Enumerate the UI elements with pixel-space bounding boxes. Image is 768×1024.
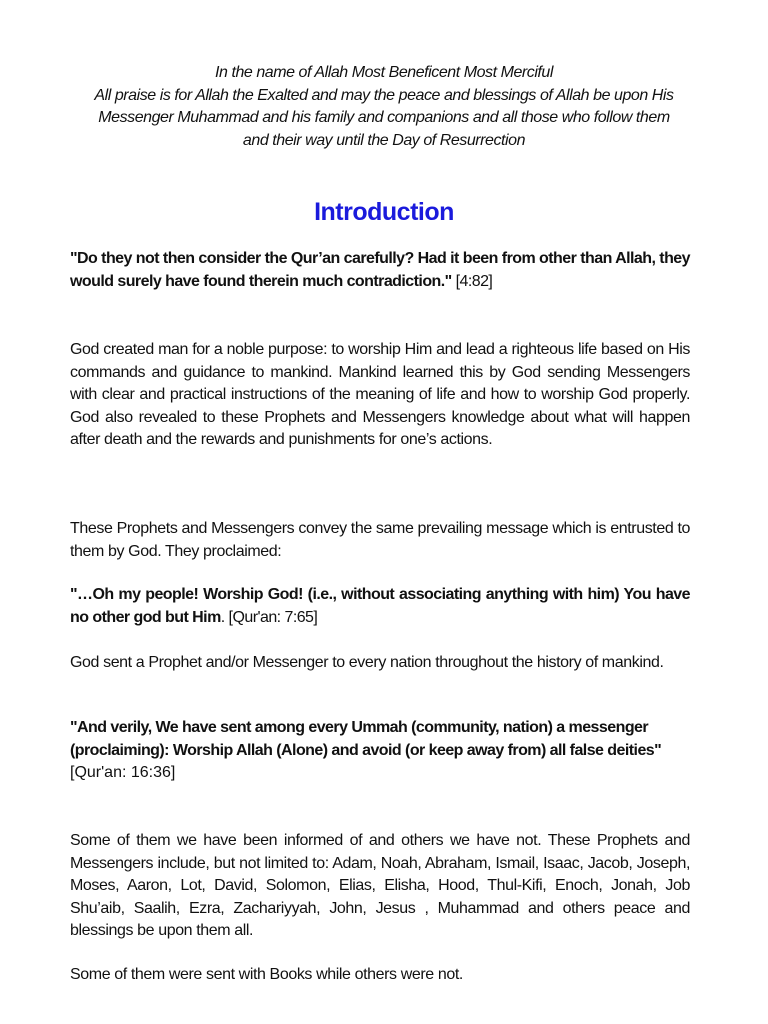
quote-text: "Do they not then consider the Qur’an carefully? Had it been from other than Allah, they would surely have found therein much contradiction." [70,250,690,290]
invocation-line: and their way until the Day of Resurrection [242,131,526,149]
paragraph-text: Some of them were sent with Books while others were not. [70,966,463,983]
quote-reference: . [Qur'an: 7:65] [220,608,318,626]
paragraph-text: God created man for a noble purpose: to worship Him and lead a righteous life based on His commands and guidance to mankind. Mankind learned this by God sending Messengers with clear and practical instructions of the meaning of life and how to worship God properly. God also revealed to these Prophets and Messengers knowledge about what will happen after death and the rewards and punishments for one’s actions. [70,341,690,448]
quote-block [70,584,690,629]
quote-text: "…Oh my people! Worship God! (i.e., without associating anything with him) You have no other god but Him [70,586,690,626]
paragraph-text: Some of them we have been informed of and others we have not. These Prophets and Messengers include, but not limited to: Adam, Noah, Abraham, Ismail, Isaac, Jacob, Joseph, Moses, Aaron, Lot, David, Solomon, Elias, Elisha, Hood, Thul-Kifi, Enoch, Jonah, Job Shu’aib, Saalih, Ezra, Zachariyyah, John, Jesus , Muhammad and others peace and blessings be upon them all. [70,832,690,939]
paragraph-text: God sent a Prophet and/or Messenger to every nation throughout the history of mankind. [70,654,664,671]
quote-reference: [Qur'an: 16:36] [70,764,176,781]
invocation-line: All praise is for Allah the Exalted and may the peace and blessings of Allah be upon His [94,86,674,104]
paragraph [70,339,690,452]
paragraph [70,964,690,987]
quote-text: "And verily, We have sent among every Ummah (community, nation) a messenger (proclaiming): Worship Allah (Alone) and avoid (or keep away from) all false deities" [70,719,662,759]
invocation-line: Messenger Muhammad and his family and companions and all those who follow them [98,109,670,126]
quote-block [70,248,690,293]
paragraph [70,830,690,943]
invocation-line: In the name of Allah Most Beneficent Most Merciful [215,64,553,81]
paragraph [70,652,690,675]
page-title: Introduction [314,198,454,226]
paragraph [70,518,690,563]
opening-invocation [40,62,728,152]
quote-reference: [4:82] [451,272,493,290]
quote-block [70,717,690,785]
paragraph-text: These Prophets and Messengers convey the same prevailing message which is entrusted to them by God. They proclaimed: [70,520,690,560]
